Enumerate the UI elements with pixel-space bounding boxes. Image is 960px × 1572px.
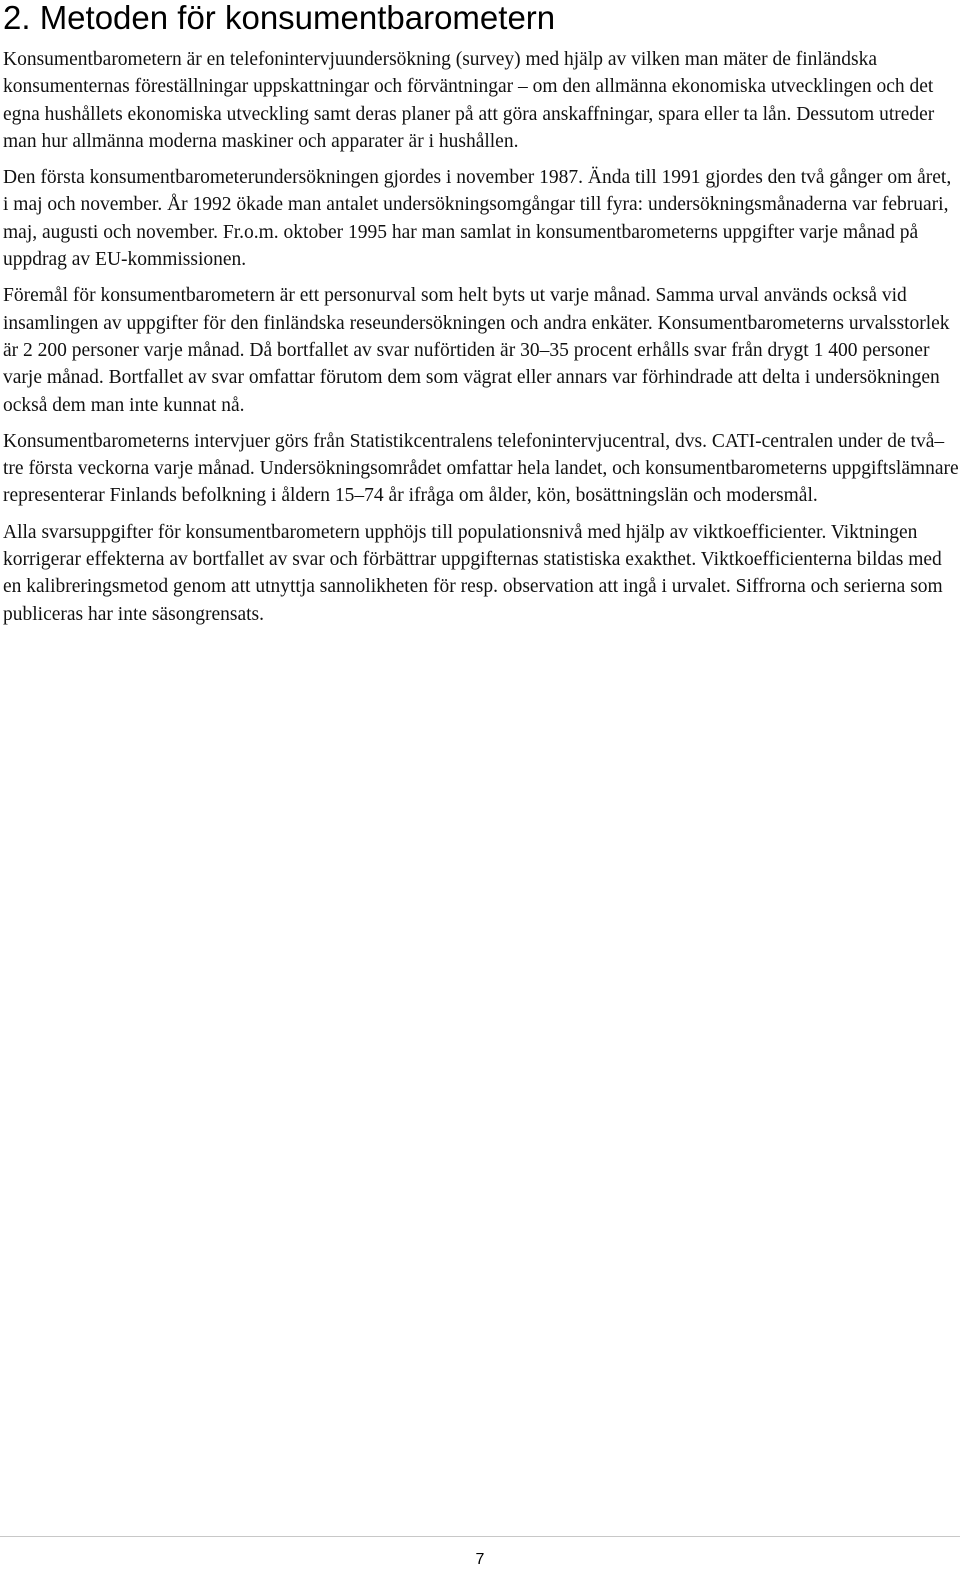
footer-divider	[0, 1536, 960, 1537]
paragraph-interviews: Konsumentbarometerns intervjuer görs från Statistikcentralens telefonintervjucentral, dvs. CATI-centralen under de två–tre första veckorna varje månad. Undersökningsområdet omfattar hela landet, och konsumentbarometerns uppgiftslämnare representerar Finlands befolkning i åldern 15–74 år ifråga om ålder, kön, bosättningslän och modersmål.	[3, 430, 959, 507]
paragraph-history: Den första konsumentbarometerundersökningen gjordes i november 1987. Ända till 1991 gjordes den två gånger om året, i maj och november. År 1992 ökade man antalet undersökningsomgångar till fyra: undersökningsmånaderna var februari, maj, augusti och november. Fr.o.m. oktober 1995 har man samlat in konsumentbarometerns uppgifter varje månad på uppdrag av EU-kommissionen.	[3, 167, 952, 271]
page-number: 7	[475, 1551, 485, 1568]
paragraph-weighting: Alla svarsuppgifter för konsumentbarometern upphöjs till populationsnivå med hjälp av viktkoefficienter. Viktningen korrigerar effekterna av bortfallet av svar och förbättrar uppgifternas statistiska exakthet. Viktkoefficienterna bildas med en kalibreringsmetod genom att utnyttja sannolikheten för resp. observation att ingå i urvalet. Siffrorna och serierna som publiceras har inte säsongrensats.	[3, 521, 943, 625]
paragraph-sample: Föremål för konsumentbarometern är ett personurval som helt byts ut varje månad. Samma urval används också vid insamlingen av uppgifter för den finländska reseundersökningen och andra enkäter. Konsumentbarometerns urvalsstorlek är 2 200 personer varje månad. Då bortfallet av svar nuförtiden är 30–35 procent erhålls svar från drygt 1 400 personer varje månad. Bortfallet av svar omfattar förutom dem som vägrat eller annars var förhindrade att delta i undersökningen också dem man inte kunnat nå.	[3, 285, 950, 416]
body-text	[3, 46, 960, 637]
section-heading: 2. Metoden för konsumentbarometern	[3, 0, 556, 36]
paragraph-survey-description: Konsumentbarometern är en telefonintervjuundersökning (survey) med hjälp av vilken man mäter de finländska konsumenternas föreställningar uppskattningar och förväntningar – om den allmänna ekonomiska utvecklingen och det egna hushållets ekonomiska utveckling samt deras planer på att göra anskaffningar, spara eller ta lån. Dessutom utreder man hur allmänna moderna maskiner och apparater är i hushållen.	[3, 49, 935, 152]
